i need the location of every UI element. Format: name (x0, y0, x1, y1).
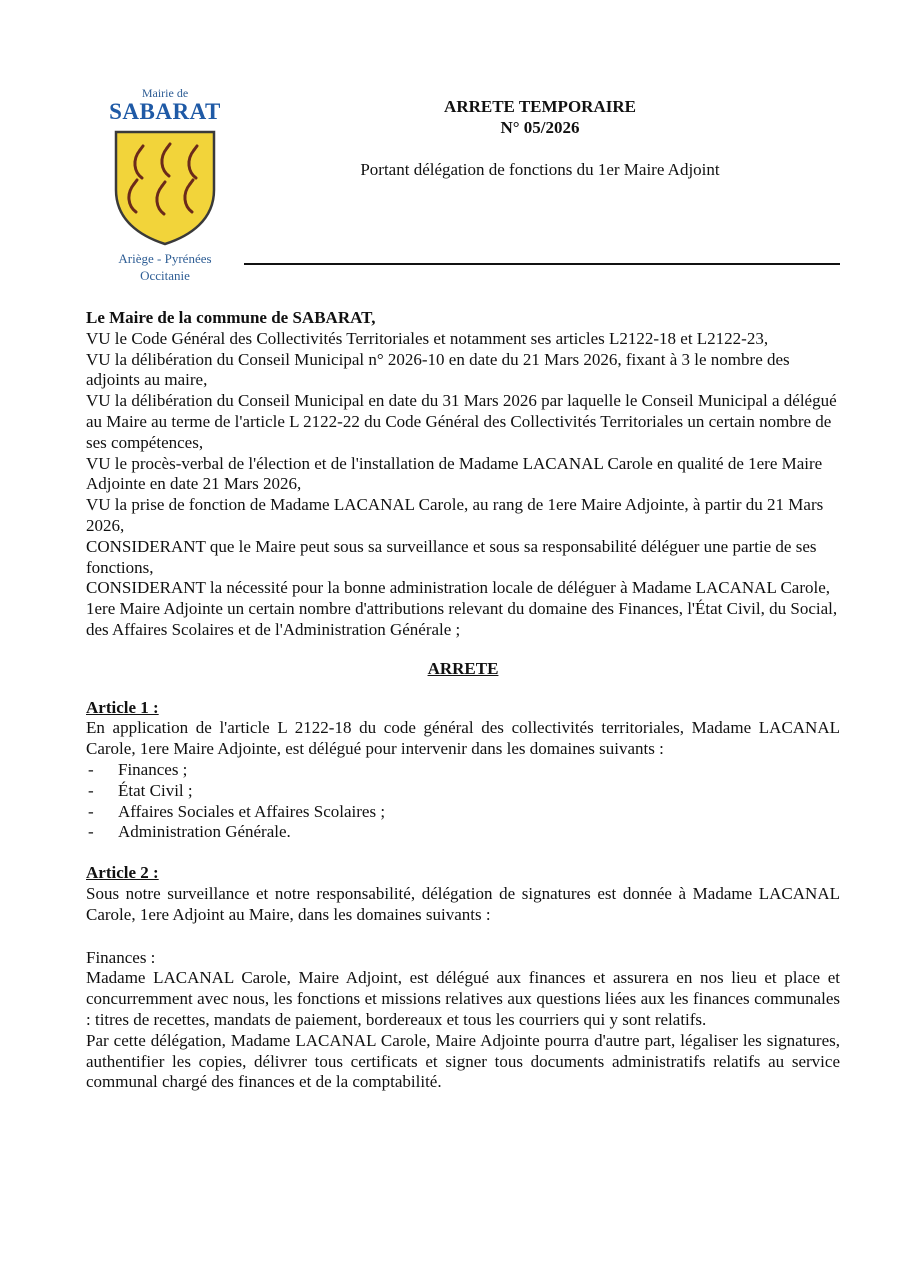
preamble-line: VU la délibération du Conseil Municipal en date du 31 Mars 2026 par laquelle le Conseil Municipal a délégué au Maire au terme de l'article L 2122-22 du Code Général des Collectivités Territoriales un certain nombre de ses compétences, (86, 391, 837, 452)
preamble-line: VU la prise de fonction de Madame LACANAL Carole, au rang de 1ere Maire Adjointe, à partir du 21 Mars 2026, (86, 495, 824, 535)
header-divider (244, 263, 840, 265)
preamble-line: VU le procès-verbal de l'élection et de l'installation de Madame LACANAL Carole en qualité de 1ere Maire Adjointe en date 21 Mars 2026, (86, 453, 823, 494)
article-2-title: Article 2 : (86, 863, 159, 883)
preamble-line: VU la délibération du Conseil Municipal n° 2026-10 en date du 21 Mars 2026, fixant à 3 le nombre des adjoints au maire, (86, 349, 790, 390)
list-item: - Finances ; (86, 760, 840, 781)
logo-top-text: Mairie de (141, 86, 189, 100)
decree-body (86, 308, 840, 1093)
spacer (86, 843, 840, 863)
coat-of-arms-icon (112, 128, 218, 246)
finances-paragraph-1: Madame LACANAL Carole, Maire Adjoint, est délégué aux finances et assurera en nos lieu et place et concurremment avec nous, les fonctions et missions relatives aux questions liées aux les finances communales : titres de recettes, mandats de paiement, bordereaux et tous les courriers qui y sont relatifs. (86, 968, 840, 1029)
preamble-line: CONSIDERANT la nécessité pour la bonne administration locale de déléguer à Madame LACANAL Carole, 1ere Maire Adjointe un certain nombre d'attributions relevant du domaine des Finances, l'État Civil, du Social, des Affaires Scolaires et de l'Administration Générale ; (86, 578, 838, 639)
logo-name: SABARAT (109, 99, 221, 124)
list-item: - État Civil ; (86, 781, 840, 802)
list-item: - Affaires Sociales et Affaires Scolaires ; (86, 802, 840, 823)
decree-number: N° 05/2026 (500, 118, 580, 137)
article-2-text: Sous notre surveillance et notre responsabilité, délégation de signatures est donnée à Madame LACANAL Carole, 1ere Adjoint au Maire, dans les domaines suivants : (86, 883, 840, 924)
logo-region-line1: Ariège - Pyrénées (118, 251, 212, 266)
decree-header (340, 96, 740, 138)
section-title-arrete: ARRETE (427, 658, 499, 678)
preamble-intro: Le Maire de la commune de SABARAT, (86, 308, 376, 327)
decree-subtitle: Portant délégation de fonctions du 1er Maire Adjoint (360, 160, 720, 179)
logo-region-line2: Occitanie (140, 268, 190, 283)
article-1-title: Article 1 : (86, 697, 159, 717)
decree-title: ARRETE TEMPORAIRE (444, 97, 636, 116)
finances-label: Finances : (86, 947, 156, 967)
municipal-logo (100, 86, 230, 284)
article-1-text: En application de l'article L 2122-18 du code général des collectivités territoriales, Madame LACANAL Carole, 1ere Maire Adjointe, est délégué pour intervenir dans les domaines suivants : (86, 718, 840, 759)
finances-paragraph-2: Par cette délégation, Madame LACANAL Carole, Maire Adjointe pourra d'autre part, légaliser les signatures, authentifier les copies, délivrer tous certificats et signer tous documents administratifs relatifs au service communal chargé des finances et de la comptabilité. (86, 1030, 840, 1092)
preamble-line: VU le Code Général des Collectivités Territoriales et notamment ses articles L2122-18 et L2122-23, (86, 328, 769, 348)
list-item: - Administration Générale. (86, 822, 840, 843)
article-1-domains-list (86, 760, 840, 843)
preamble-line: CONSIDERANT que le Maire peut sous sa surveillance et sous sa responsabilité déléguer une partie de ses fonctions, (86, 536, 817, 577)
spacer (86, 926, 840, 948)
